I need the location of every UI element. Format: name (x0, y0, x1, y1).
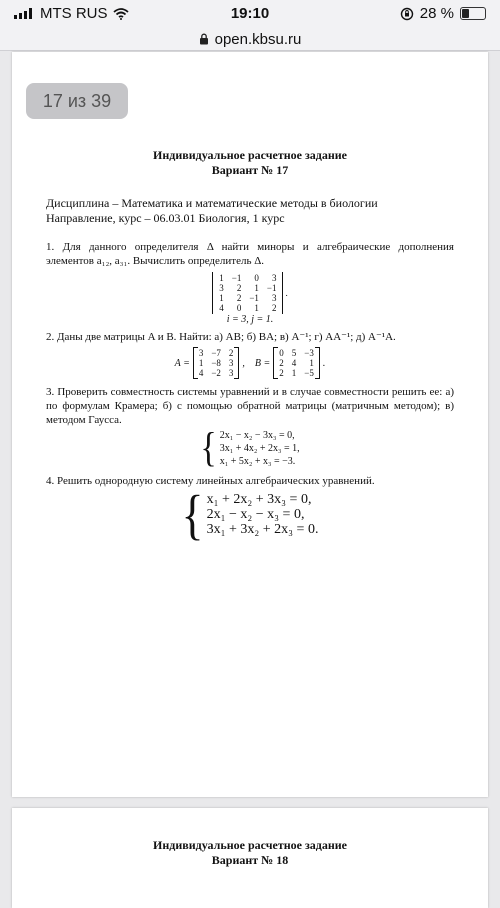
task1-determinant: 1 −1 0 3 3 2 1 −1 1 2 −1 3 4 0 1 2 . (46, 272, 454, 314)
document-page[interactable] (12, 52, 488, 797)
discipline-line: Дисциплина – Математика и математические методы в биологии (46, 196, 378, 210)
determinant-cell: 1 (219, 293, 224, 303)
determinant-cell: 2 (271, 303, 277, 313)
brace-symbol: { (200, 425, 217, 471)
matrix-b-cell: 4 (291, 358, 297, 368)
task4-eq-2: 2x₁ − x₂ − x₃ = 0, (206, 507, 305, 522)
determinant-table (215, 273, 280, 313)
battery-icon (460, 7, 486, 20)
task3-system (46, 425, 454, 471)
task4-text: 4. Решить однородную систему линейных алгебраических уравнений. (46, 475, 375, 487)
page-content (46, 148, 454, 545)
matrix-b-cell: −5 (304, 368, 314, 378)
task3-eq-1: 2x₁ − x₂ − 3x₃ = 0, (219, 430, 295, 441)
matrix-b-cell: 2 (279, 368, 284, 378)
doc-title: Индивидуальное расчетное задание (153, 148, 347, 162)
doc-variant-next: Вариант № 18 (211, 853, 289, 867)
orientation-lock-icon (400, 7, 414, 21)
matrix-a-row (195, 348, 238, 358)
task3-eq-2: 3x₁ + 4x₂ + 2x₃ = 1, (219, 443, 300, 454)
task2-text: 2. Даны две матрицы A и B. Найти: а) AB; б) BA; в) A⁻¹; г) AA⁻¹; д) A⁻¹A. (46, 331, 396, 343)
determinant-cell: 0 (236, 303, 242, 313)
matrix-a-cell: 2 (228, 348, 234, 358)
matrix-b-cell: −3 (304, 348, 314, 358)
task4-eq-1: x₁ + 2x₂ + 3x₃ = 0, (206, 492, 312, 507)
matrix-b-cell: 2 (279, 358, 284, 368)
determinant-cell: 3 (219, 283, 224, 293)
determinant-cell: 1 (219, 273, 224, 283)
matrix-a-cell: 3 (228, 358, 234, 368)
determinant-cell: 4 (219, 303, 224, 313)
doc-variant: Вариант № 17 (211, 163, 289, 177)
determinant-cell: −1 (231, 273, 242, 283)
matrix-a-row (195, 368, 238, 378)
determinant-cell: −1 (266, 283, 277, 293)
determinant-cell: 3 (271, 293, 277, 303)
status-bar (0, 0, 500, 28)
task3-text: 3. Проверить совместность системы уравнений и в случае совместности решить ее: а) по формулам Крамера; б) с помощью обратной матрицы (матричным методом); в) методом Гаусса. (46, 386, 454, 426)
task3-eq-3: x₁ + 5x₂ + x₃ = −3. (219, 456, 296, 467)
matrix-b-cell: 1 (291, 368, 297, 378)
determinant-cell: −1 (249, 293, 259, 303)
matrix-a-cell: −8 (211, 358, 221, 368)
matrix-b-row (275, 348, 318, 358)
matrix-b-row (275, 358, 318, 368)
task1-text: 1. Для данного определителя Δ найти миноры и алгебраические дополнения элементов a₁₂, a₃₁. Вычислить определитель Δ. (46, 241, 454, 267)
matrix-b-label: B = (254, 357, 271, 369)
url-text: open.kbsu.ru (214, 30, 302, 48)
determinant-cell: 2 (236, 283, 242, 293)
battery-percent: 28 % (419, 5, 454, 22)
matrix-a-cell: 4 (198, 368, 204, 378)
matrix-b-cell: 1 (309, 358, 314, 368)
determinant-cell: 1 (254, 303, 259, 313)
task2-matrices: A = 3 −7 2 1 −8 3 4 −2 3 , B = 0 5 −3 2 4 1 2 1 −5 . (174, 348, 326, 378)
determinant-row (215, 303, 280, 313)
task1-condition: i = 3, j = 1. (226, 314, 274, 325)
direction-line: Направление, курс – 06.03.01 Биология, 1 курс (46, 211, 285, 225)
determinant-cell: 2 (236, 293, 242, 303)
battery-fill (462, 9, 469, 18)
lock-icon (199, 33, 209, 45)
determinant-row (215, 273, 280, 283)
matrix-a-cell: −2 (211, 368, 221, 378)
determinant-cell: 3 (271, 273, 277, 283)
matrix-b (275, 348, 318, 378)
determinant-cell: 0 (254, 273, 259, 283)
matrix-a (195, 348, 238, 378)
determinant-cell: 1 (254, 283, 259, 293)
task4-system (46, 483, 454, 545)
matrix-a-cell: 3 (228, 368, 234, 378)
status-right (400, 5, 486, 22)
matrix-a-cell: 1 (198, 358, 204, 368)
matrix-b-cell: 0 (279, 348, 284, 358)
doc-title-next: Индивидуальное расчетное задание (153, 838, 347, 852)
brace-symbol: { (181, 483, 204, 545)
document-page-next[interactable] (12, 808, 488, 908)
determinant-row (215, 293, 280, 303)
determinant-row (215, 283, 280, 293)
matrix-b-cell: 5 (291, 348, 297, 358)
matrix-a-cell: 3 (198, 348, 204, 358)
address-bar[interactable] (0, 28, 500, 51)
matrix-a-label: A = (174, 357, 190, 369)
matrix-a-row (195, 358, 238, 368)
task4-eq-3: 3x₁ + 3x₂ + 2x₃ = 0. (206, 522, 319, 537)
clock: 19:10 (230, 5, 270, 22)
matrix-b-row (275, 368, 318, 378)
carrier-name: MTS RUS (40, 5, 108, 22)
matrix-a-cell: −7 (211, 348, 221, 358)
page-indicator: 17 из 39 (26, 83, 128, 119)
